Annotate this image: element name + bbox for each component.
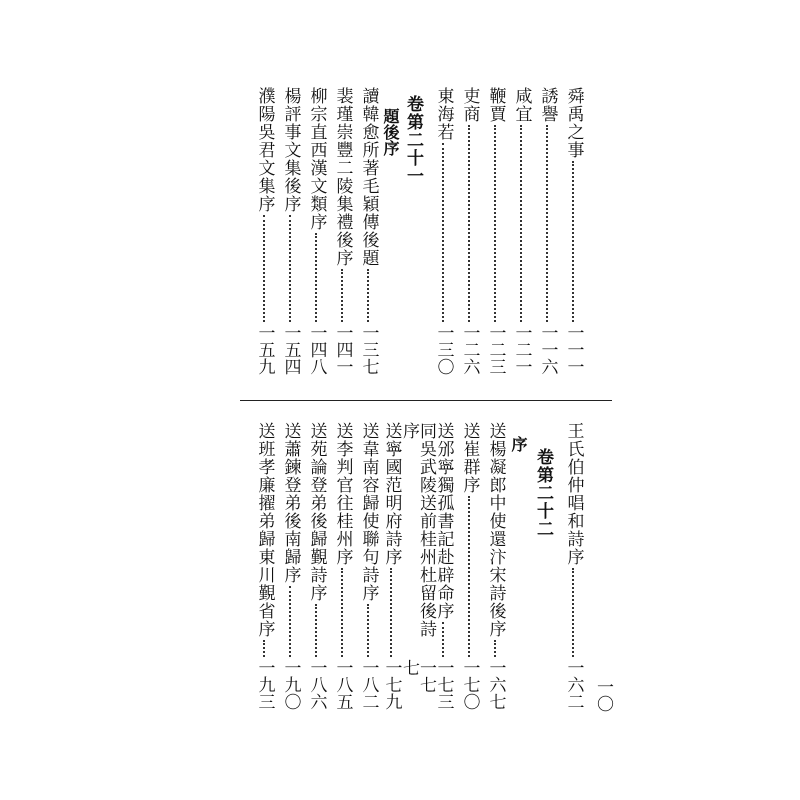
entry-page: 一二三 [485,324,506,375]
section-heading: 序 [509,436,528,452]
toc-entry [510,87,532,375]
entry-page: 一四八 [306,324,327,375]
toc-entry [331,87,353,375]
entry-page: 一八二 [358,659,379,710]
toc-entry [331,422,353,710]
entry-page: 一九〇 [280,659,301,710]
toc-entry [253,422,275,710]
toc-entry [562,87,584,375]
volume-heading: 卷第二十一 [403,95,423,185]
toc-entry [357,87,379,375]
entry-title: 咸宜 [511,87,532,123]
leader-dots [520,125,522,322]
entry-title: 送苑論登弟後歸覲詩序 [306,422,327,602]
leader-dots [341,269,343,322]
leader-dots [468,125,470,322]
leader-dots [263,640,265,657]
section-divider [240,400,612,401]
entry-page: 一六二 [563,659,584,710]
toc-entry [305,422,327,710]
entry-title: 濮陽吳君文集序 [254,87,275,213]
volume-heading: 卷第二十二 [533,448,553,538]
entry-page: 一二六 [459,324,480,375]
entry-title: 舜禹之事 [563,87,584,159]
toc-entry [432,87,454,375]
entry-page: 一一一 [563,324,584,375]
entry-page: 一二一 [511,324,532,375]
entry-title: 送班孝廉擢弟歸東川覲省序 [254,422,275,638]
leader-dots [367,269,369,322]
toc-entry [357,422,379,710]
section-heading: 題後序 [381,108,400,156]
entry-title: 裴瑾崇豐二陵集禮後序 [332,87,353,267]
entry-page: 一七三 [433,659,454,710]
toc-entry [253,87,275,375]
entry-title: 送楊凝郎中使還汴宋詩後序 [485,422,506,638]
entry-title: 送邠寧獨孤書記赴辟命序 [433,422,454,620]
entry-page: 一八六 [306,659,327,710]
entry-page: 一九三 [254,659,275,710]
entry-title: 吏商 [459,87,480,123]
leader-dots [390,568,392,657]
leader-dots [315,233,317,322]
toc-entry [305,87,327,375]
toc-entry [484,422,506,710]
leader-dots [546,125,548,322]
entry-title: 送寧國范明府詩序 [381,422,402,566]
toc-entry [458,87,480,375]
entry-title: 同吳武陵送前桂州杜留後詩序 [399,422,436,638]
toc-entry [279,422,301,710]
toc-entry [536,87,558,375]
entry-page: 一一六 [537,324,558,375]
leader-dots [494,125,496,322]
toc-entry [484,87,506,375]
leader-dots [572,568,574,657]
leader-dots [315,604,317,657]
leader-dots [572,161,574,322]
leader-dots [341,568,343,657]
leader-dots [367,604,369,657]
entry-page: 一五九 [254,324,275,375]
leader-dots [289,215,291,322]
leader-dots [442,622,444,657]
entry-page: 一六七 [485,659,506,710]
entry-title: 王氏伯仲唱和詩序 [563,422,584,566]
entry-title: 東海若 [433,87,454,141]
entry-title: 送李判官往桂州序 [332,422,353,566]
entry-page: 一三〇 [433,324,454,375]
entry-page: 一四一 [332,324,353,375]
entry-page: 一七〇 [459,659,480,710]
leader-dots [289,586,291,657]
entry-page: 一七七 [399,659,436,694]
entry-title: 誘譽 [537,87,558,123]
leader-dots [468,496,470,657]
entry-title: 柳宗直西漢文類序 [306,87,327,231]
entry-title: 鞭賈 [485,87,506,123]
toc-entry [399,422,436,710]
entry-page: 一七九 [381,659,402,710]
entry-title: 送蕭鍊登弟後南歸序 [280,422,301,584]
leader-dots [442,143,444,322]
toc-entry [562,422,584,710]
entry-title: 讀韓愈所著毛穎傳後題 [358,87,379,267]
entry-title: 送韋南容歸使聯句詩序 [358,422,379,602]
entry-title: 楊評事文集後序 [280,87,301,213]
leader-dots [263,215,265,322]
entry-page: 一五四 [280,324,301,375]
page-number: 一〇 [593,678,613,712]
entry-page: 一三七 [358,324,379,375]
toc-entry [458,422,480,710]
leader-dots [494,640,496,657]
toc-entry [279,87,301,375]
toc-entry [380,422,402,710]
entry-page: 一八五 [332,659,353,710]
entry-title: 送崔群序 [459,422,480,494]
